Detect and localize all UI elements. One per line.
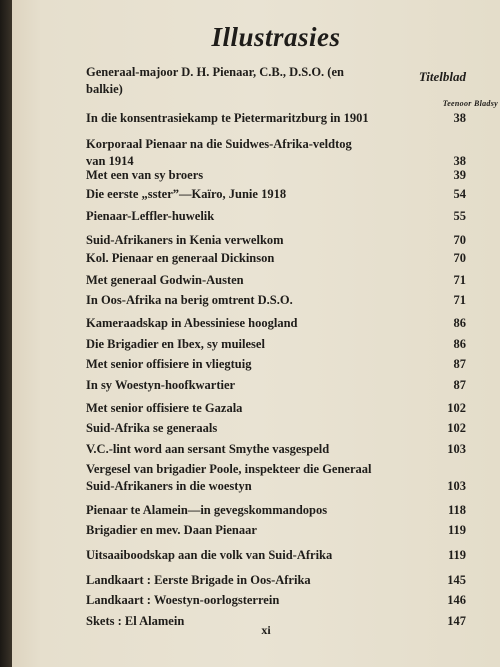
illustration-entry xyxy=(86,377,466,394)
entry-text: Brigadier en mev. Daan Pienaar xyxy=(86,523,257,537)
page-title: Illustrasies xyxy=(211,22,341,52)
entry-page-number: 145 xyxy=(447,573,466,587)
entry-page-number: 103 xyxy=(447,442,466,456)
entry-page-number: 119 xyxy=(447,523,466,537)
entry-text-line xyxy=(86,377,466,394)
entry-text: Uitsaaiboodskap aan die volk van Suid-Afrika xyxy=(86,548,333,562)
entry-text-line xyxy=(86,336,466,353)
entry-text: Die eerste „sster”—Kaïro, Junie 1918 xyxy=(86,187,287,201)
entry-text-line xyxy=(86,547,466,564)
entry-page-number: 38 xyxy=(453,154,466,168)
entry-text-line xyxy=(86,167,466,184)
entry-text: Pienaar te Alamein—in gevegskommandopos xyxy=(86,503,328,517)
entry-text-line: balkie) xyxy=(86,82,123,96)
entry-text: Landkaart : Woestyn-oorlogsterrein xyxy=(86,593,280,607)
entry-text-line xyxy=(86,315,466,332)
entry-text: In sy Woestyn-hoofkwartier xyxy=(86,378,235,392)
entry-text: Met senior offisiere te Gazala xyxy=(86,401,243,415)
illustration-entry xyxy=(86,461,466,495)
entry-page-number: 70 xyxy=(453,251,466,265)
illustration-entry xyxy=(86,572,466,589)
entry-page-number: 102 xyxy=(447,401,466,415)
entry-text-line xyxy=(86,572,466,589)
entry-page-number: 103 xyxy=(447,479,466,493)
illustration-entry xyxy=(86,232,466,249)
entry-page-number: 119 xyxy=(447,548,466,562)
entry-text: Die Brigadier en Ibex, sy muilesel xyxy=(86,337,265,351)
entry-page-number: 39 xyxy=(453,168,466,182)
illustration-entry xyxy=(86,250,466,267)
entry-text-line xyxy=(86,292,466,309)
entry-page-number: 70 xyxy=(453,233,466,247)
illustration-entry xyxy=(86,441,466,458)
entry-page-number: 146 xyxy=(447,593,466,607)
entry-text: van 1914 xyxy=(86,154,134,168)
entry-text: V.C.-lint word aan sersant Smythe vasgespeld xyxy=(86,442,330,456)
entry-page-number: 55 xyxy=(453,209,466,223)
entry-text: Met generaal Godwin-Austen xyxy=(86,273,244,287)
entry-page-number: 87 xyxy=(453,357,466,371)
illustration-entry xyxy=(86,136,466,170)
illustration-entry xyxy=(86,400,466,417)
book-gutter-shadow xyxy=(0,0,12,667)
book-page xyxy=(12,0,500,667)
entry-page-number: 87 xyxy=(453,378,466,392)
entry-page-number: 118 xyxy=(447,503,466,517)
entry-text-line xyxy=(86,250,466,267)
entry-text: In die konsentrasiekamp te Pietermaritzburg in 1901 xyxy=(86,111,369,125)
entry-text-line xyxy=(86,502,466,519)
illustration-entry xyxy=(86,502,466,519)
entry-text-line xyxy=(86,232,466,249)
entry-text: Kameraadskap in Abessiniese hoogland xyxy=(86,316,298,330)
page-number-footer: xi xyxy=(261,623,271,637)
entry-text: Suid-Afrika se generaals xyxy=(86,421,218,435)
entry-text: Skets : El Alamein xyxy=(86,614,185,628)
illustration-entry xyxy=(86,292,466,309)
illustration-entry xyxy=(86,522,466,539)
illustration-entry xyxy=(86,315,466,332)
entry-text: Kol. Pienaar en generaal Dickinson xyxy=(86,251,275,265)
entry-text-line xyxy=(86,186,466,203)
illustration-entry xyxy=(86,272,466,289)
illustration-entry xyxy=(86,110,466,127)
entry-text: Suid-Afrikaners in die woestyn xyxy=(86,479,252,493)
illustration-entry xyxy=(86,356,466,373)
illustration-entry xyxy=(86,208,466,225)
entry-text-line xyxy=(86,592,466,609)
entry-page-number: 102 xyxy=(447,421,466,435)
illustration-entry xyxy=(86,167,466,184)
entry-text: Met senior offisiere in vliegtuig xyxy=(86,357,252,371)
entry-text-line xyxy=(86,400,466,417)
entry-page-number: 147 xyxy=(447,614,466,628)
entry-text: Pienaar-Leffler-huwelik xyxy=(86,209,215,223)
entry-text-line: Generaal-majoor D. H. Pienaar, C.B., D.S.O. (en xyxy=(86,65,344,79)
entry-text-line xyxy=(86,420,466,437)
entry-text-line: Korporaal Pienaar na die Suidwes-Afrika-veldtog xyxy=(86,137,352,151)
teenoor-bladsy-label: Teenoor Bladsy xyxy=(442,99,498,108)
entry-text-line: Vergesel van brigadier Poole, inspekteer die Generaal xyxy=(86,462,372,476)
entry-page-number: 86 xyxy=(453,337,466,351)
entry-text-line xyxy=(86,208,466,225)
entry-page-titelblad: Titelblad xyxy=(418,69,466,84)
illustration-entry xyxy=(86,186,466,203)
entry-page-number: 71 xyxy=(453,273,466,287)
entry-text-line xyxy=(86,522,466,539)
illustration-entry xyxy=(86,547,466,564)
illustration-entry xyxy=(86,336,466,353)
entry-text-line xyxy=(86,272,466,289)
entry-page-number: 38 xyxy=(453,111,466,125)
entry-text-line xyxy=(86,356,466,373)
entry-page-number: 54 xyxy=(453,187,466,201)
entry-text-line xyxy=(86,478,466,495)
entry-text: Landkaart : Eerste Brigade in Oos-Afrika xyxy=(86,573,311,587)
illustration-entry xyxy=(86,420,466,437)
entry-text-line xyxy=(86,441,466,458)
entry-text: In Oos-Afrika na berig omtrent D.S.O. xyxy=(86,293,293,307)
entry-page-number: 86 xyxy=(453,316,466,330)
entry-text-line xyxy=(86,110,466,127)
entry-page-number: 71 xyxy=(453,293,466,307)
illustration-entry-frontispiece xyxy=(86,64,466,98)
entry-text: Suid-Afrikaners in Kenia verwelkom xyxy=(86,233,284,247)
illustration-entry xyxy=(86,592,466,609)
entry-text: Met een van sy broers xyxy=(86,168,204,182)
